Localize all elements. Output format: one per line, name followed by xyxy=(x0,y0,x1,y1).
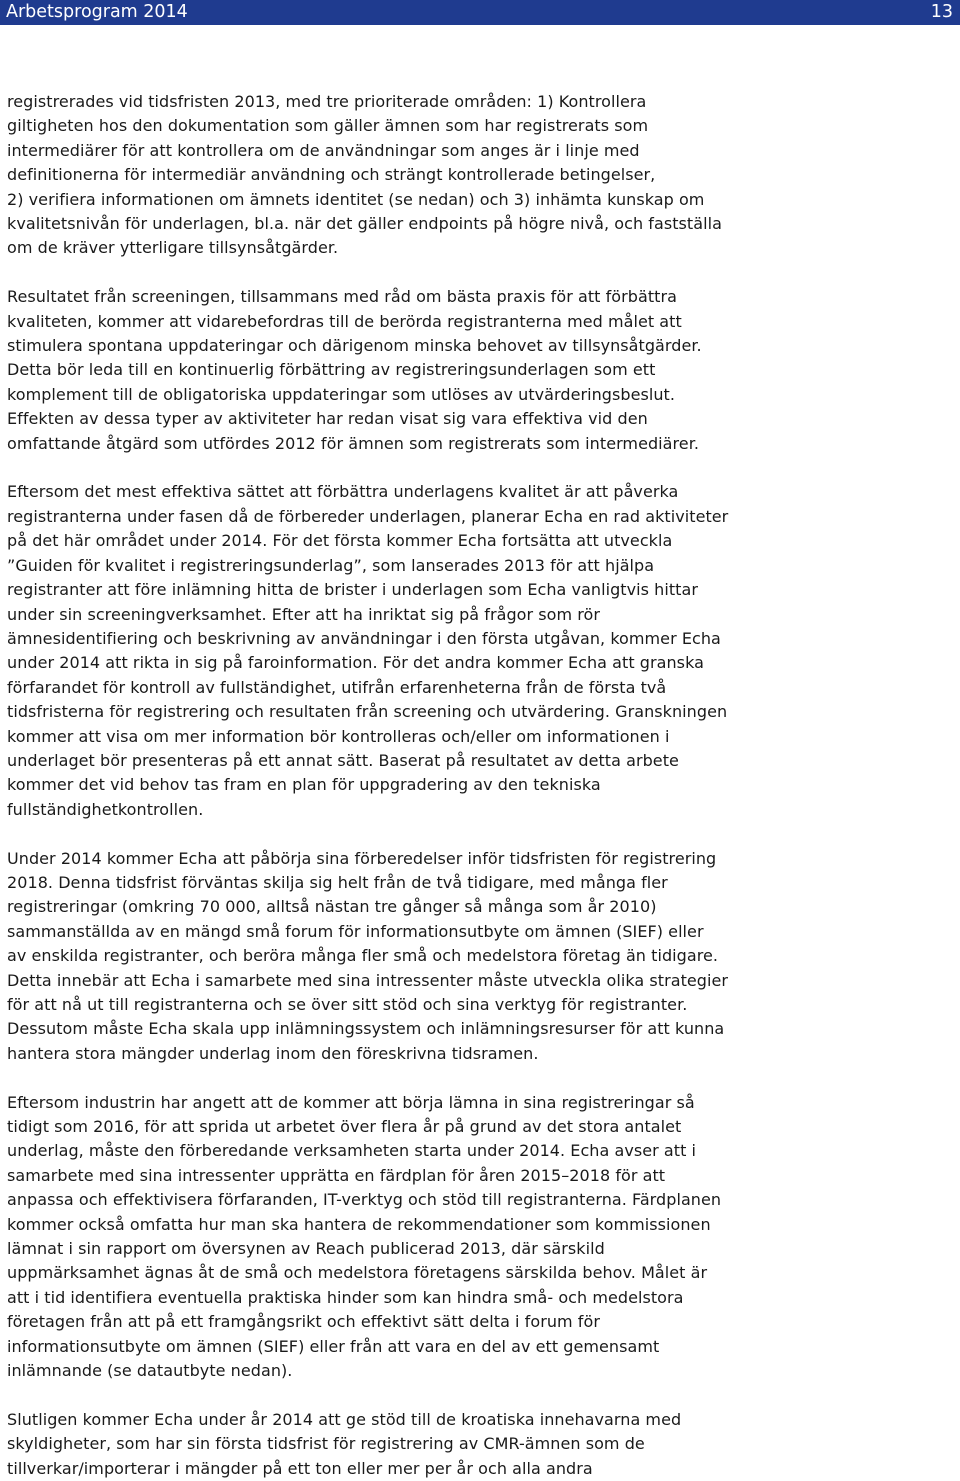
document-body xyxy=(7,90,955,1481)
paragraph: Under 2014 kommer Echa att påbörja sina förberedelser inför tidsfristen för registrering 2018. Denna tidsfrist förväntas skilja sig helt från de två tidigare, med många fler registreringar (omkring 70 000, alltså nästan tre gånger så många som år 2010) sammanställda av en mängd små forum för informationsutbyte om ämnen (SIEF) eller av enskilda registranter, och beröra många fler små och medelstora företag än tidigare. Detta innebär att Echa i samarbete med sina intressenter måste utveckla olika strategier för att nå ut till registranterna och se över sitt stöd och sina verktyg för registranter. Dessutom måste Echa skala upp inlämningssystem och inlämningsresurser för att kunna hantera stora mängder underlag inom den föreskrivna tidsramen. xyxy=(7,848,729,1063)
paragraph: registrerades vid tidsfristen 2013, med tre prioriterade områden: 1) Kontrollera giltigheten hos den dokumentation som gäller ämnen som har registrerats som intermediärer för att kontrollera om de användningar som anges är i linje med definitionerna för intermediär användning och strängt kontrollerade betingelser, 2) verifiera informationen om ämnets identitet (se nedan) och 3) inhämta kunskap om kvalitetsnivån för underlagen, bl.a. när det gäller endpoints på högre nivå, och fastställa om de kräver ytterligare tillsynsåtgärder. xyxy=(7,92,722,258)
paragraph: Eftersom det mest effektiva sättet att förbättra underlagens kvalitet är att påverka registranterna under fasen då de förbereder underlagen, planerar Echa en rad aktiviteter på det här området under 2014. För det första kommer Echa fortsätta att utveckla ”Guiden för kvalitet i registreringsunderlag”, som lanserades 2013 för att hjälpa registranter att före inlämning hitta de brister i underlagen som Echa vanligtvis hittar under sin screeningverksamhet. Efter att ha inriktat sig på frågor som rör ämnesidentifiering och beskrivning av användningar i den första utgåvan, kommer Echa under 2014 att rikta in sig på faroinformation. För det andra kommer Echa att granska förfarandet för kontroll av fullständighet, utifrån erfarenheterna från de första två tidsfristerna för registrering och resultaten från screening och utvärdering. Granskningen kommer att visa om mer information bör kontrolleras och/eller om informationen i underlaget bör presenteras på ett annat sätt. Baserat på resultatet av detta arbete kommer det vid behov tas fram en plan för uppgradering av den tekniska fullständighetkontrollen. xyxy=(7,482,729,819)
page-header xyxy=(0,0,960,25)
paragraph: Slutligen kommer Echa under år 2014 att ge stöd till de kroatiska innehavarna med skyldigheter, som har sin första tidsfrist för registrering av CMR-ämnen som de tillverkar/importerar i mängder på ett ton eller mer per år och alla andra xyxy=(7,1409,682,1478)
paragraph: Eftersom industrin har angett att de kommer att börja lämna in sina registreringar så tidigt som 2016, för att sprida ut arbetet över flera år på grund av det stora antalet underlag, måste den förberedande verksamheten starta under 2014. Echa avser att i samarbete med sina intressenter upprätta en färdplan för åren 2015–2018 för att anpassa och effektivisera förfaranden, IT-verktyg och stöd till registranterna. Färdplanen kommer också omfatta hur man ska hantera de rekommendationer som kommissionen lämnat i sin rapport om översynen av Reach publicerad 2013, där särskild uppmärksamhet ägnas åt de små och medelstora företagens särskilda behov. Målet är att i tid identifiera eventuella praktiska hinder som kan hindra små- och medelstora företagen från att på ett framgångsrikt och effektivt sätt delta i forum för informationsutbyte om ämnen (SIEF) eller från att vara en del av ett gemensamt inlämnande (se datautbyte nedan). xyxy=(7,1092,722,1381)
paragraph: Resultatet från screeningen, tillsammans med råd om bästa praxis för att förbättra kvaliteten, kommer att vidarebefordras till de berörda registranterna med målet att stimulera spontana uppdateringar och därigenom minska behovet av tillsynsåtgärder. Detta bör leda till en kontinuerlig förbättring av registreringsunderlagen som ett komplement till de obligatoriska uppdateringar som utlöses av utvärderingsbeslut. Effekten av dessa typer av aktiviteter har redan visat sig vara effektiva vid den omfattande åtgärd som utfördes 2012 för ämnen som registrerats som intermediärer. xyxy=(7,287,702,453)
page-number: 13 xyxy=(930,2,953,22)
document-title: Arbetsprogram 2014 xyxy=(6,2,188,22)
